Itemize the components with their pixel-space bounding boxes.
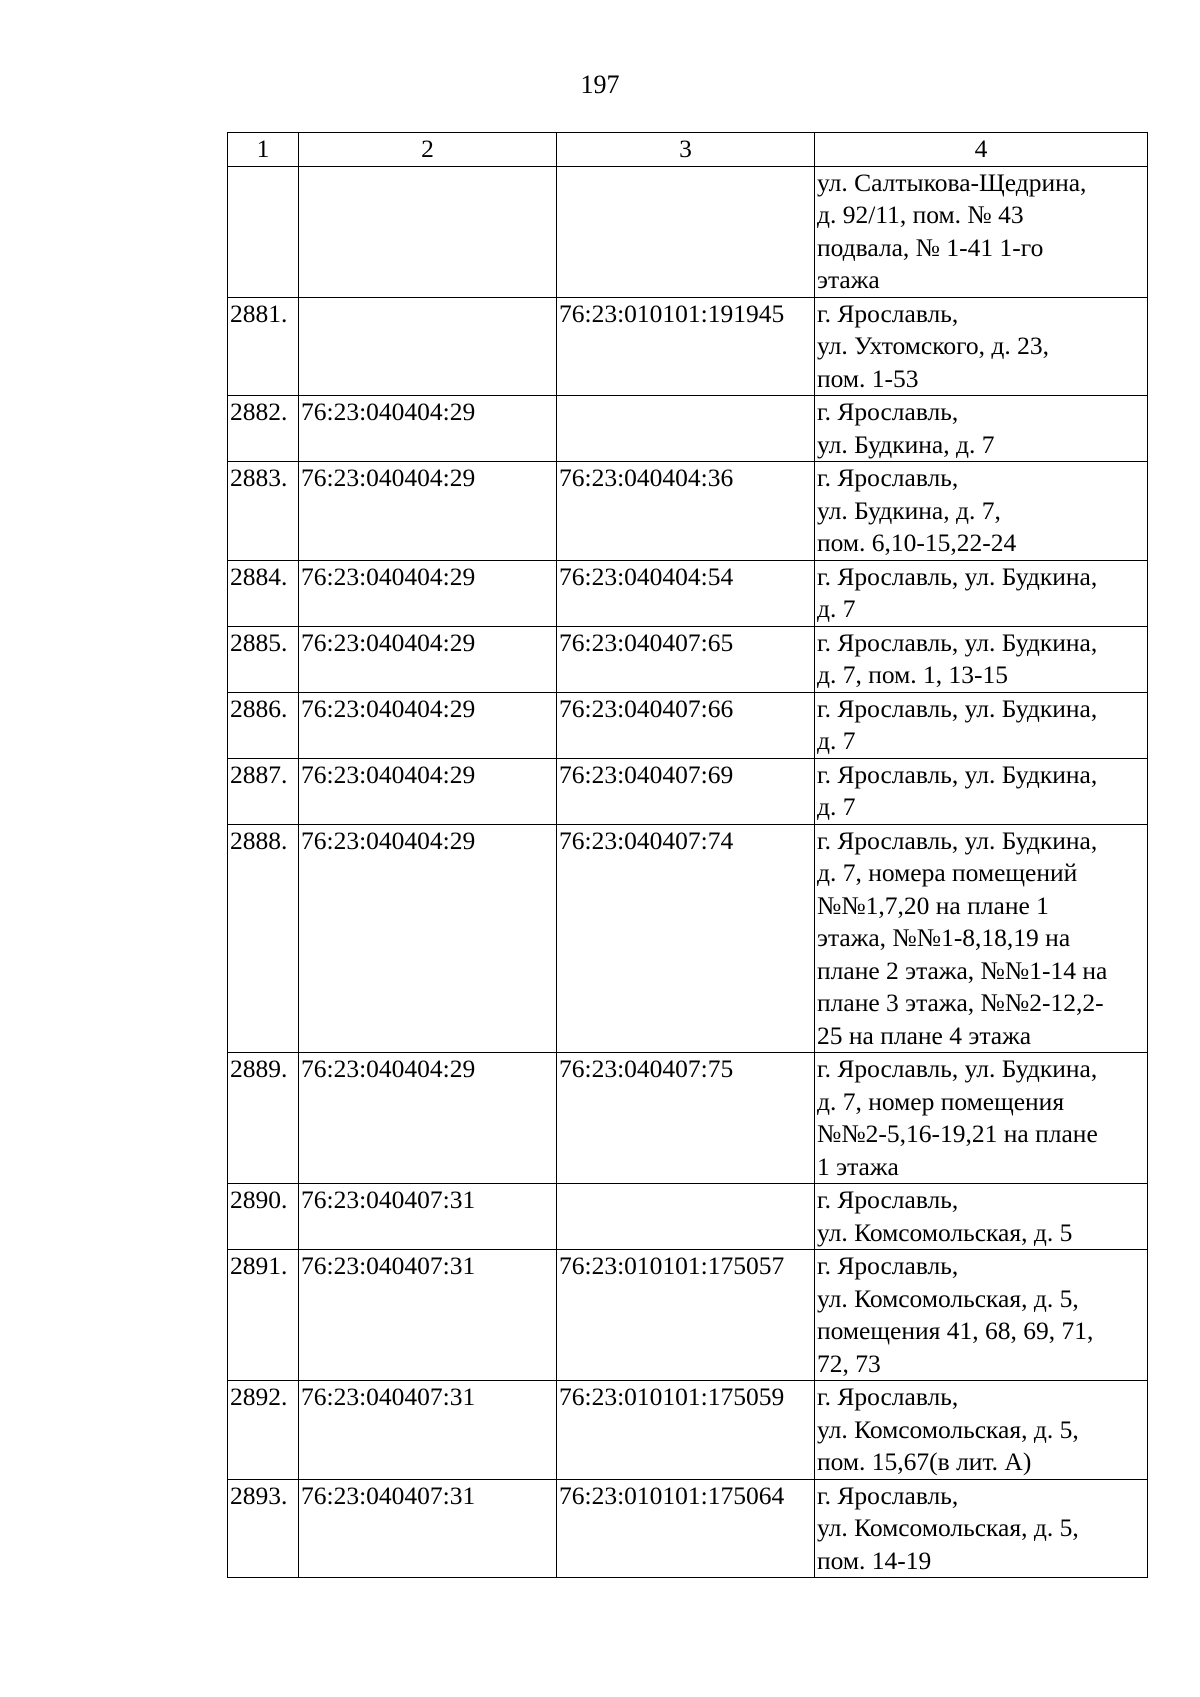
parcel-cadastral-number: 76:23:040404:29 — [299, 560, 557, 626]
object-cadastral-number: 76:23:010101:175057 — [557, 1250, 815, 1381]
object-cadastral-number: 76:23:010101:175064 — [557, 1479, 815, 1578]
table-row — [228, 626, 1148, 692]
column-header-4: 4 — [815, 133, 1148, 167]
object-cadastral-number: 76:23:040404:36 — [557, 462, 815, 561]
row-number: 2889. — [228, 1053, 299, 1184]
object-cadastral-number: 76:23:040407:66 — [557, 692, 815, 758]
table-row — [228, 1053, 1148, 1184]
row-number: 2883. — [228, 462, 299, 561]
table-row — [228, 560, 1148, 626]
parcel-cadastral-number: 76:23:040404:29 — [299, 692, 557, 758]
registry-table — [227, 132, 1148, 1578]
object-cadastral-number: 76:23:010101:191945 — [557, 297, 815, 396]
row-number: 2881. — [228, 297, 299, 396]
row-number: 2890. — [228, 1184, 299, 1250]
parcel-cadastral-number: 76:23:040404:29 — [299, 462, 557, 561]
row-number: 2887. — [228, 758, 299, 824]
row-number: 2886. — [228, 692, 299, 758]
table-row — [228, 1381, 1148, 1480]
column-header-3: 3 — [557, 133, 815, 167]
row-number — [228, 166, 299, 297]
table-header-row — [228, 133, 1148, 167]
column-header-2: 2 — [299, 133, 557, 167]
object-cadastral-number: 76:23:040404:54 — [557, 560, 815, 626]
parcel-cadastral-number: 76:23:040404:29 — [299, 758, 557, 824]
row-number: 2888. — [228, 824, 299, 1053]
parcel-cadastral-number: 76:23:040404:29 — [299, 626, 557, 692]
address-cell: г. Ярославль, ул. Комсомольская, д. 5, пом. 14-19 — [815, 1479, 1148, 1578]
address-cell: г. Ярославль, ул. Будкина, д. 7, пом. 1, 13-15 — [815, 626, 1148, 692]
address-cell: г. Ярославль, ул. Будкина, д. 7 — [815, 692, 1148, 758]
object-cadastral-number: 76:23:040407:75 — [557, 1053, 815, 1184]
object-cadastral-number: 76:23:040407:74 — [557, 824, 815, 1053]
address-cell: ул. Салтыкова-Щедрина, д. 92/11, пом. № 43 подвала, № 1-41 1-го этажа — [815, 166, 1148, 297]
object-cadastral-number — [557, 396, 815, 462]
column-header-1: 1 — [228, 133, 299, 167]
address-cell: г. Ярославль, ул. Ухтомского, д. 23, пом. 1-53 — [815, 297, 1148, 396]
parcel-cadastral-number — [299, 166, 557, 297]
row-number: 2884. — [228, 560, 299, 626]
page-number: 197 — [580, 70, 620, 99]
address-cell: г. Ярославль, ул. Комсомольская, д. 5, помещения 41, 68, 69, 71, 72, 73 — [815, 1250, 1148, 1381]
address-cell: г. Ярославль, ул. Будкина, д. 7, номер помещения №№2-5,16-19,21 на плане 1 этажа — [815, 1053, 1148, 1184]
parcel-cadastral-number: 76:23:040404:29 — [299, 1053, 557, 1184]
parcel-cadastral-number: 76:23:040404:29 — [299, 396, 557, 462]
object-cadastral-number — [557, 1184, 815, 1250]
row-number: 2893. — [228, 1479, 299, 1578]
table-row — [228, 396, 1148, 462]
address-cell: г. Ярославль, ул. Будкина, д. 7 — [815, 560, 1148, 626]
address-cell: г. Ярославль, ул. Будкина, д. 7 — [815, 758, 1148, 824]
table-row — [228, 462, 1148, 561]
parcel-cadastral-number: 76:23:040407:31 — [299, 1479, 557, 1578]
address-cell: г. Ярославль, ул. Будкина, д. 7, номера помещений №№1,7,20 на плане 1 этажа, №№1-8,18,19 на плане 2 этажа, №№1-14 на плане 3 этажа, №№2-12,2- 25 на плане 4 этажа — [815, 824, 1148, 1053]
table-row — [228, 758, 1148, 824]
row-number: 2885. — [228, 626, 299, 692]
table-row — [228, 692, 1148, 758]
parcel-cadastral-number: 76:23:040404:29 — [299, 824, 557, 1053]
table-row — [228, 297, 1148, 396]
parcel-cadastral-number: 76:23:040407:31 — [299, 1381, 557, 1480]
table-row — [228, 824, 1148, 1053]
table-row — [228, 1184, 1148, 1250]
object-cadastral-number: 76:23:040407:65 — [557, 626, 815, 692]
object-cadastral-number — [557, 166, 815, 297]
address-cell: г. Ярославль, ул. Комсомольская, д. 5, пом. 15,67(в лит. А) — [815, 1381, 1148, 1480]
row-number: 2892. — [228, 1381, 299, 1480]
object-cadastral-number: 76:23:040407:69 — [557, 758, 815, 824]
parcel-cadastral-number: 76:23:040407:31 — [299, 1184, 557, 1250]
object-cadastral-number: 76:23:010101:175059 — [557, 1381, 815, 1480]
table-row — [228, 166, 1148, 297]
row-number: 2882. — [228, 396, 299, 462]
parcel-cadastral-number: 76:23:040407:31 — [299, 1250, 557, 1381]
address-cell: г. Ярославль, ул. Комсомольская, д. 5 — [815, 1184, 1148, 1250]
address-cell: г. Ярославль, ул. Будкина, д. 7 — [815, 396, 1148, 462]
row-number: 2891. — [228, 1250, 299, 1381]
parcel-cadastral-number — [299, 297, 557, 396]
table-row — [228, 1479, 1148, 1578]
table-row — [228, 1250, 1148, 1381]
address-cell: г. Ярославль, ул. Будкина, д. 7, пом. 6,10-15,22-24 — [815, 462, 1148, 561]
